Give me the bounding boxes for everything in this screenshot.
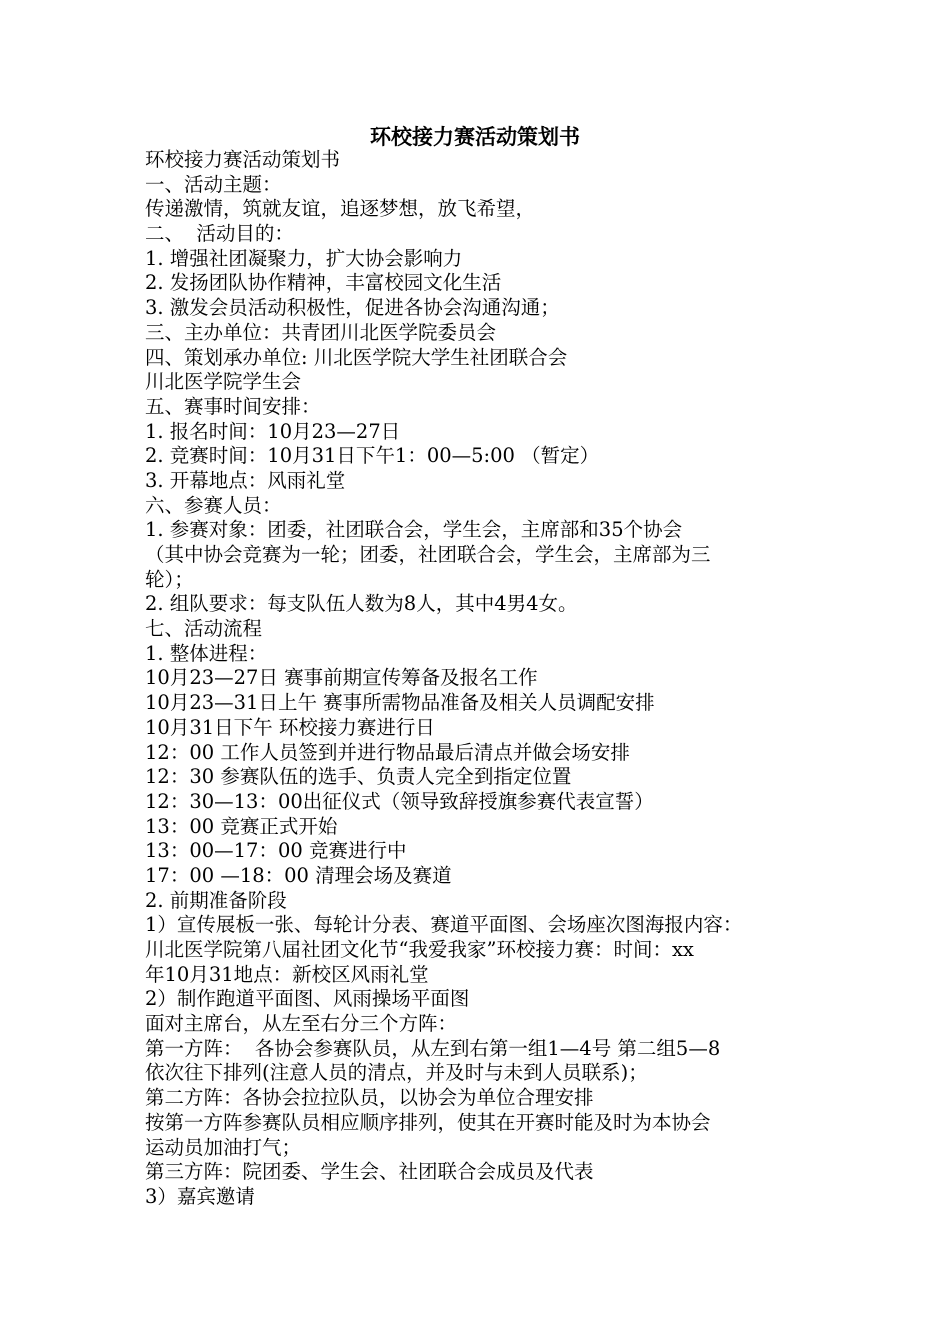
document-line: 2）制作跑道平面图、风雨操场平面图: [145, 987, 470, 1011]
document-line: 2. 发扬团队协作精神，丰富校园文化生活: [145, 271, 502, 295]
document-line: 3）嘉宾邀请: [145, 1184, 255, 1208]
document-line: 三、主办单位：共青团川北医学院委员会: [145, 320, 497, 344]
document-line: 川北医学院学生会: [145, 370, 302, 394]
document-line: （其中协会竞赛为一轮；团委，社团联合会，学生会，主席部为三: [145, 543, 711, 566]
document-line: 传递激情，筑就友谊，追逐梦想，放飞希望，: [145, 197, 536, 221]
document-line: 2. 前期准备阶段: [145, 888, 287, 912]
document-line: 13：00—17：00 竞赛进行中: [145, 839, 407, 863]
document-line: 1）宣传展板一张、每轮计分表、赛道平面图、会场座次图海报内容：: [145, 913, 743, 937]
document-line: 1. 增强社团凝聚力，扩大协会影响力: [145, 246, 463, 270]
document-line: 12：30 参赛队伍的选手、负责人完全到指定位置: [145, 765, 572, 789]
document-title: 环校接力赛活动策划书: [370, 124, 580, 149]
document-line: 七、活动流程: [145, 617, 263, 641]
document-line: 四、策划承办单位: 川北医学院大学生社团联合会: [145, 345, 568, 369]
document-line: 1. 整体进程：: [145, 641, 268, 665]
document-line: 第一方阵： 各协会参赛队员，从左到右第一组1—4号 第二组5—8: [145, 1036, 721, 1060]
document-line: 12：30—13：00出征仪式（领导致辞授旗参赛代表宣誓）: [145, 789, 654, 813]
document-line: 依次往下排列(注意人员的清点，并及时与未到人员联系)；: [145, 1061, 648, 1085]
document-line: 3. 激发会员活动积极性，促进各协会沟通沟通；: [145, 296, 560, 320]
document-line: 运动员加油打气；: [145, 1135, 302, 1159]
document-line: 六、参赛人员：: [145, 493, 282, 517]
document-line: 环校接力赛活动策划书: [145, 148, 341, 171]
document-line: 二、 活动目的：: [145, 222, 294, 246]
document-line: 10月23—31日上午 赛事所需物品准备及相关人员调配安排: [145, 691, 655, 715]
document-line: 1. 参赛对象：团委，社团联合会，学生会，主席部和35个协会: [145, 518, 683, 542]
document-line: 五、赛事时间安排：: [145, 394, 321, 418]
document-line: 2. 组队要求：每支队伍人数为8人，其中4男4女。: [145, 592, 578, 616]
document-line: 2. 竞赛时间：10月31日下午1：00—5:00 （暂定）: [145, 444, 600, 468]
document-line: 3. 开幕地点：风雨礼堂: [145, 468, 346, 492]
document-line: 17：00 —18：00 清理会场及赛道: [145, 863, 452, 887]
document-line: 1. 报名时间：10月23—27日: [145, 419, 401, 443]
document-line: 10月23—27日 赛事前期宣传筹备及报名工作: [145, 666, 538, 690]
document-line: 面对主席台，从左至右分三个方阵：: [145, 1012, 458, 1036]
document-line: 轮）；: [145, 567, 194, 591]
document-line: 按第一方阵参赛队员相应顺序排列，使其在开赛时能及时为本协会: [145, 1110, 711, 1134]
document-line: 13：00 竞赛正式开始: [145, 814, 338, 838]
document-line: 年10月31地点：新校区风雨礼堂: [145, 962, 429, 986]
document-line: 第三方阵：院团委、学生会、社团联合会成员及代表: [145, 1160, 594, 1184]
document-body: [145, 148, 835, 1210]
document-line: 川北医学院第八届社团文化节“我爱我家”环校接力赛：时间：xx: [145, 938, 694, 961]
document-line: 第二方阵：各协会拉拉队员，以协会为单位合理安排: [145, 1086, 594, 1110]
document-line: 一、活动主题：: [145, 172, 282, 196]
document-line: 10月31日下午 环校接力赛进行日: [145, 715, 435, 739]
document-line: 12：00 工作人员签到并进行物品最后清点并做会场安排: [145, 740, 630, 764]
